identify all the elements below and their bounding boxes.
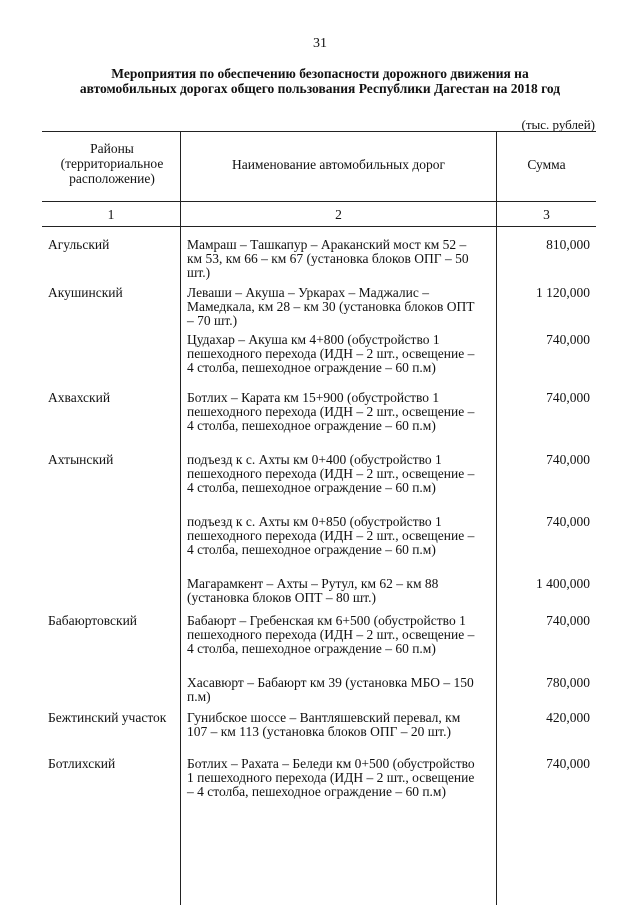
roads-table (42, 131, 596, 905)
sum-cell: 740,000 (546, 756, 590, 771)
sum-cell: 780,000 (546, 675, 590, 690)
column-number-2: 2 (335, 207, 342, 222)
road-cell: Цудахар – Акуша км 4+800 (обустройство 1 пешеходного перехода (ИДН – 2 шт., освещение – 4 столба, пешеходное ограждение – 60 п.м) (187, 332, 475, 375)
sum-cell: 740,000 (546, 390, 590, 405)
sum-cell: 740,000 (546, 514, 590, 529)
title-line-2: автомобильных дорогах общего пользования Республики Дагестан на 2018 год (79, 81, 561, 96)
title-line-1: Мероприятия по обеспечению безопасности дорожного движения на (111, 66, 529, 81)
sum-cell: 1 400,000 (536, 576, 590, 591)
document-title (30, 66, 610, 96)
column-divider-1 (180, 131, 181, 905)
district-cell: Ботлихский (48, 756, 116, 771)
road-cell: Бабаюрт – Гребенская км 6+500 (обустройство 1 пешеходного перехода (ИДН – 2 шт., освещение – 4 столба, пешеходное ограждение – 60 п.м) (187, 613, 475, 656)
district-cell: Бабаюртовский (48, 613, 138, 628)
road-cell: Хасавюрт – Бабаюрт км 39 (установка МБО – 150 п.м) (187, 675, 474, 704)
district-cell: Бежтинский участок (48, 710, 167, 725)
header-district: Районы (территориальное расположение) (60, 141, 164, 186)
sum-cell: 740,000 (546, 452, 590, 467)
header-sum: Сумма (527, 157, 566, 172)
column-number-3: 3 (543, 207, 550, 222)
road-cell: Ботлих – Карата км 15+900 (обустройство 1 пешеходного перехода (ИДН – 2 шт., освещение – 4 столба, пешеходное ограждение – 60 п.м) (187, 390, 475, 433)
sum-cell: 740,000 (546, 332, 590, 347)
district-cell: Акушинский (48, 285, 123, 300)
road-cell: Мамраш – Ташкапур – Араканский мост км 52 – км 53, км 66 – км 67 (установка блоков ОПГ – 50 шт.) (187, 237, 469, 280)
column-numbers-bottom-border (42, 226, 596, 227)
road-cell: Гунибское шоссе – Вантляшевский перевал, км 107 – км 113 (установка блоков ОПГ – 20 шт.) (187, 710, 461, 739)
road-cell: Леваши – Акуша – Уркарах – Маджалис – Мамедкала, км 28 – км 30 (установка блоков ОПТ – 70 шт.) (187, 285, 475, 328)
district-cell: Агульский (48, 237, 110, 252)
column-number-1: 1 (107, 207, 115, 222)
table-top-border (42, 131, 596, 132)
header-road: Наименование автомобильных дорог (231, 157, 446, 172)
road-cell: подъезд к с. Ахты км 0+400 (обустройство 1 пешеходного перехода (ИДН – 2 шт., освещение – 4 столба, пешеходное ограждение – 60 п.м) (187, 452, 475, 495)
sum-cell: 420,000 (546, 710, 590, 725)
sum-cell: 810,000 (546, 237, 590, 252)
sum-cell: 740,000 (546, 613, 590, 628)
district-cell: Ахтынский (48, 452, 114, 467)
road-cell: подъезд к с. Ахты км 0+850 (обустройство 1 пешеходного перехода (ИДН – 2 шт., освещение – 4 столба, пешеходное ограждение – 60 п.м) (187, 514, 475, 557)
sum-cell: 1 120,000 (536, 285, 590, 300)
page-number: 31 (313, 36, 327, 51)
road-cell: Магарамкент – Ахты – Рутул, км 62 – км 88 (установка блоков ОПТ – 80 шт.) (187, 576, 439, 605)
road-cell: Ботлих – Рахата – Беледи км 0+500 (обустройство 1 пешеходного перехода (ИДН – 2 шт., освещение – 4 столба, пешеходное ограждение – 60 п.м) (187, 756, 475, 799)
units-note: (тыс. рублей) (521, 117, 595, 132)
district-cell: Ахвахский (48, 390, 111, 405)
header-bottom-border (42, 201, 596, 202)
